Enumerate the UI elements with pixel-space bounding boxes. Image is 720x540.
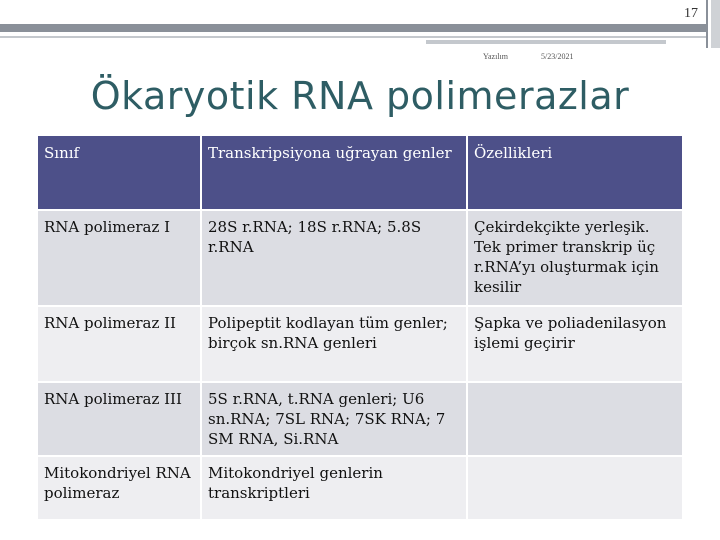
cell-features xyxy=(468,457,682,519)
author-label: Yazılım xyxy=(483,52,508,61)
cell-genes: 5S r.RNA, t.RNA genleri; U6 sn.RNA; 7SL RNA; 7SK RNA; 7 SM RNA, Si.RNA xyxy=(202,383,466,455)
top-decoration-thin-bar xyxy=(0,36,706,38)
cell-genes: 28S r.RNA; 18S r.RNA; 5.8S r.RNA xyxy=(202,211,466,305)
right-decoration-bar xyxy=(706,0,708,48)
cell-genes: Polipeptit kodlayan tüm genler; birçok sn.RNA genleri xyxy=(202,307,466,381)
date-label: 5/23/2021 xyxy=(541,52,574,61)
top-decoration-bar xyxy=(0,24,706,32)
right-decoration-bar-light xyxy=(711,0,720,48)
cell-class: RNA polimeraz I xyxy=(38,211,200,305)
cell-features: Çekirdekçikte yerleşik. Tek primer transkrip üç r.RNA’yı oluşturmak için kesilir xyxy=(468,211,682,305)
cell-class: RNA polimeraz II xyxy=(38,307,200,381)
cell-class: RNA polimeraz III xyxy=(38,383,200,455)
column-header-class: Sınıf xyxy=(38,136,200,209)
table-header-row xyxy=(38,136,682,209)
cell-genes: Mitokondriyel genlerin transkriptleri xyxy=(202,457,466,519)
table-row xyxy=(38,457,682,519)
rna-polymerase-table xyxy=(36,134,684,521)
cell-class: Mitokondriyel RNA polimeraz xyxy=(38,457,200,519)
column-header-features: Özellikleri xyxy=(468,136,682,209)
column-header-genes: Transkripsiyona uğrayan genler xyxy=(202,136,466,209)
slide-number: 17 xyxy=(684,6,698,21)
cell-features xyxy=(468,383,682,455)
subheader-decoration-bar xyxy=(426,40,666,44)
table-row xyxy=(38,211,682,305)
slide-title: Ökaryotik RNA polimerazlar xyxy=(90,74,630,118)
cell-features: Şapka ve poliadenilasyon işlemi geçirir xyxy=(468,307,682,381)
table-row xyxy=(38,307,682,381)
table-row xyxy=(38,383,682,455)
